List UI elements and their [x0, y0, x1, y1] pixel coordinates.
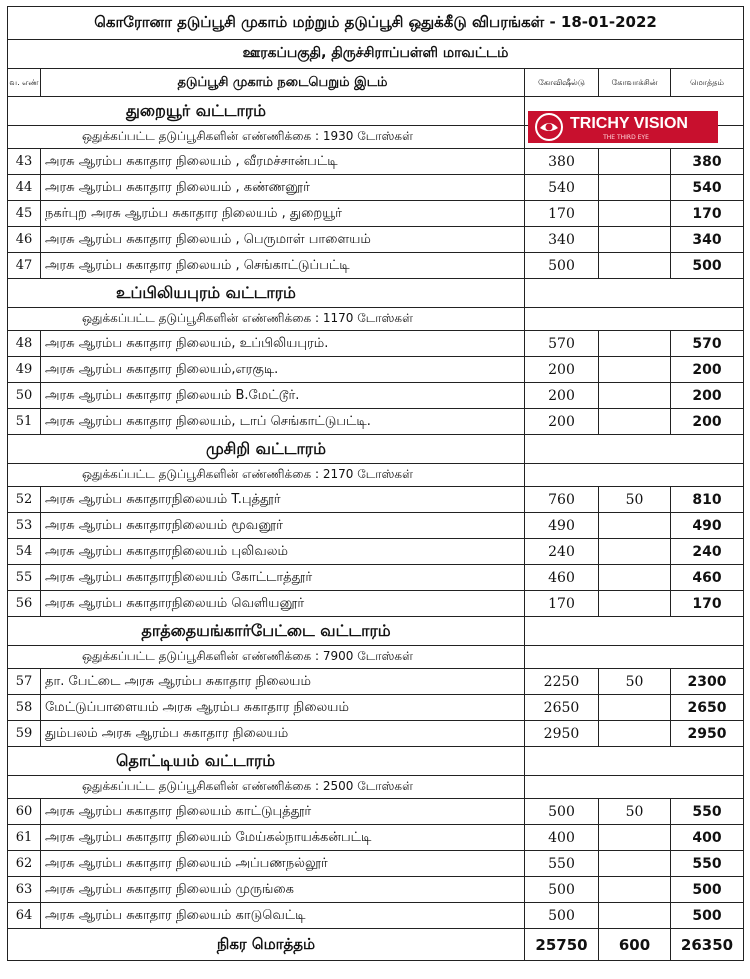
total-doses: 550 [671, 799, 744, 825]
covaxin-doses [599, 227, 671, 253]
table-row [8, 149, 744, 175]
block-blank [525, 646, 744, 669]
serial-number: 48 [8, 331, 41, 357]
covishield-doses: 2650 [525, 695, 599, 721]
table-row [8, 201, 744, 227]
covishield-doses: 170 [525, 201, 599, 227]
covaxin-doses [599, 903, 671, 929]
total-doses: 2300 [671, 669, 744, 695]
covaxin-doses [599, 513, 671, 539]
center-name: மேட்டுப்பாளையம் அரசு ஆரம்ப சுகாதார நிலையம் [41, 695, 525, 721]
block-dose-count: ஒதுக்கப்பட்ட தடுப்பூசிகளின் எண்ணிக்கை : 2500 டோஸ்கள் [8, 776, 525, 799]
serial-number: 47 [8, 253, 41, 279]
covaxin-doses [599, 331, 671, 357]
serial-number: 56 [8, 591, 41, 617]
center-name: தும்பலம் அரசு ஆரம்ப சுகாதார நிலையம் [41, 721, 525, 747]
center-name: அரசு ஆரம்ப சுகாதார நிலையம் , வீரமச்சான்பட்டி [41, 149, 525, 175]
total-doses: 200 [671, 409, 744, 435]
total-doses: 500 [671, 903, 744, 929]
block-dose-count: ஒதுக்கப்பட்ட தடுப்பூசிகளின் எண்ணிக்கை : 1170 டோஸ்கள் [8, 308, 525, 331]
covishield-doses: 760 [525, 487, 599, 513]
table-row [8, 721, 744, 747]
table-row [8, 513, 744, 539]
covaxin-doses: 50 [599, 487, 671, 513]
table-row [8, 903, 744, 929]
grand-total-label: நிகர மொத்தம் [8, 929, 525, 961]
total-doses: 340 [671, 227, 744, 253]
total-doses: 380 [671, 149, 744, 175]
table-row [8, 695, 744, 721]
block-dose-count: ஒதுக்கப்பட்ட தடுப்பூசிகளின் எண்ணிக்கை : 1930 டோஸ்கள் [8, 126, 525, 149]
serial-number: 51 [8, 409, 41, 435]
serial-number: 60 [8, 799, 41, 825]
vaccine-allocation-sheet [7, 6, 743, 961]
logo-tagline: THE THIRD EYE [603, 134, 649, 141]
center-name: அரசு ஆரம்ப சுகாதாரநிலையம் T.புத்தூர் [41, 487, 525, 513]
covishield-doses: 400 [525, 825, 599, 851]
block-header-row [8, 435, 744, 464]
table-row [8, 851, 744, 877]
center-name: அரசு ஆரம்ப சுகாதார நிலையம் , பெருமாள் பாளையம் [41, 227, 525, 253]
table-row [8, 565, 744, 591]
header-total: மொத்தம் [671, 69, 744, 97]
center-name: அரசு ஆரம்ப சுகாதார நிலையம் , கண்ணனூர் [41, 175, 525, 201]
covaxin-doses [599, 565, 671, 591]
covaxin-doses [599, 383, 671, 409]
covishield-doses: 380 [525, 149, 599, 175]
header-row [8, 69, 744, 97]
total-doses: 570 [671, 331, 744, 357]
total-doses: 500 [671, 253, 744, 279]
covishield-doses: 490 [525, 513, 599, 539]
table-row [8, 357, 744, 383]
table-row [8, 253, 744, 279]
covaxin-doses [599, 825, 671, 851]
serial-number: 50 [8, 383, 41, 409]
covaxin-doses [599, 695, 671, 721]
center-name: அரசு ஆரம்ப சுகாதார நிலையம் மேய்கல்நாயக்கன்பட்டி [41, 825, 525, 851]
block-count-row [8, 464, 744, 487]
serial-number: 45 [8, 201, 41, 227]
table-row [8, 825, 744, 851]
serial-number: 59 [8, 721, 41, 747]
covaxin-doses [599, 175, 671, 201]
covaxin-doses [599, 409, 671, 435]
center-name: அரசு ஆரம்ப சுகாதார நிலையம் முருங்கை [41, 877, 525, 903]
block-blank [525, 617, 744, 646]
header-sn: வ. எண் [8, 69, 41, 97]
serial-number: 46 [8, 227, 41, 253]
serial-number: 62 [8, 851, 41, 877]
block-header-row [8, 279, 744, 308]
total-doses: 170 [671, 201, 744, 227]
covaxin-doses: 50 [599, 799, 671, 825]
page-title: கொரோனா தடுப்பூசி முகாம் மற்றும் தடுப்பூசி ஒதுக்கீடு விபரங்கள் - 18-01-2022 [8, 7, 744, 40]
block-blank [525, 776, 744, 799]
serial-number: 57 [8, 669, 41, 695]
subtitle-row [8, 40, 744, 69]
total-doses: 240 [671, 539, 744, 565]
center-name: அரசு ஆரம்ப சுகாதார நிலையம் B.மேட்டூர். [41, 383, 525, 409]
center-name: தா. பேட்டை அரசு ஆரம்ப சுகாதார நிலையம் [41, 669, 525, 695]
center-name: அரசு ஆரம்ப சுகாதாரநிலையம் வெளியனூர் [41, 591, 525, 617]
table-row [8, 331, 744, 357]
covaxin-doses [599, 877, 671, 903]
covaxin-doses [599, 539, 671, 565]
page-subtitle: ஊரகப்பகுதி, திருச்சிராப்பள்ளி மாவட்டம் [8, 40, 744, 69]
header-covaxin: கோவாக்சின் [599, 69, 671, 97]
table-row [8, 227, 744, 253]
table-row [8, 175, 744, 201]
block-name: தாத்தையங்கார்பேட்டை வட்டாரம் [8, 617, 525, 646]
block-header-row [8, 747, 744, 776]
total-doses: 170 [671, 591, 744, 617]
covaxin-doses [599, 851, 671, 877]
allocation-table [7, 6, 744, 961]
serial-number: 55 [8, 565, 41, 591]
table-row [8, 409, 744, 435]
covishield-doses: 460 [525, 565, 599, 591]
header-covishield: கோவிஷீல்டு [525, 69, 599, 97]
covishield-doses: 200 [525, 383, 599, 409]
block-dose-count: ஒதுக்கப்பட்ட தடுப்பூசிகளின் எண்ணிக்கை : 7900 டோஸ்கள் [8, 646, 525, 669]
table-row [8, 877, 744, 903]
covaxin-doses [599, 201, 671, 227]
total-doses: 810 [671, 487, 744, 513]
total-doses: 550 [671, 851, 744, 877]
header-place: தடுப்பூசி முகாம் நடைபெறும் இடம் [41, 69, 525, 97]
total-doses: 2650 [671, 695, 744, 721]
block-name: உப்பிலியபுரம் வட்டாரம் [8, 279, 525, 308]
covishield-doses: 2250 [525, 669, 599, 695]
covishield-doses: 200 [525, 409, 599, 435]
total-doses: 2950 [671, 721, 744, 747]
covaxin-doses: 50 [599, 669, 671, 695]
grand-total-covaxin: 600 [599, 929, 671, 961]
covaxin-doses [599, 721, 671, 747]
title-row [8, 7, 744, 40]
center-name: அரசு ஆரம்ப சுகாதாரநிலையம் மூவனூர் [41, 513, 525, 539]
serial-number: 54 [8, 539, 41, 565]
covishield-doses: 170 [525, 591, 599, 617]
table-row [8, 539, 744, 565]
covishield-doses: 570 [525, 331, 599, 357]
trichy-vision-logo [528, 111, 718, 143]
block-count-row [8, 308, 744, 331]
block-dose-count: ஒதுக்கப்பட்ட தடுப்பூசிகளின் எண்ணிக்கை : 2170 டோஸ்கள் [8, 464, 525, 487]
center-name: அரசு ஆரம்ப சுகாதார நிலையம் காட்டுபுத்தூர் [41, 799, 525, 825]
serial-number: 61 [8, 825, 41, 851]
serial-number: 52 [8, 487, 41, 513]
serial-number: 53 [8, 513, 41, 539]
grand-total-total: 26350 [671, 929, 744, 961]
covishield-doses: 200 [525, 357, 599, 383]
serial-number: 44 [8, 175, 41, 201]
center-name: அரசு ஆரம்ப சுகாதார நிலையம், உப்பிலியபுரம். [41, 331, 525, 357]
grand-total-covishield: 25750 [525, 929, 599, 961]
total-doses: 500 [671, 877, 744, 903]
covishield-doses: 2950 [525, 721, 599, 747]
block-blank [525, 435, 744, 464]
center-name: நகர்புற அரசு ஆரம்ப சுகாதார நிலையம் , துறையூர் [41, 201, 525, 227]
covishield-doses: 500 [525, 799, 599, 825]
total-doses: 400 [671, 825, 744, 851]
serial-number: 63 [8, 877, 41, 903]
covishield-doses: 540 [525, 175, 599, 201]
eye-logo-icon [534, 112, 564, 142]
center-name: அரசு ஆரம்ப சுகாதார நிலையம்,எரகுடி. [41, 357, 525, 383]
covishield-doses: 340 [525, 227, 599, 253]
grand-total-row [8, 929, 744, 961]
block-blank [525, 464, 744, 487]
table-row [8, 799, 744, 825]
block-name: துறையூர் வட்டாரம் [8, 97, 525, 126]
table-row [8, 487, 744, 513]
block-header-row [8, 617, 744, 646]
block-blank [525, 308, 744, 331]
block-name: முசிறி வட்டாரம் [8, 435, 525, 464]
total-doses: 200 [671, 357, 744, 383]
total-doses: 540 [671, 175, 744, 201]
total-doses: 490 [671, 513, 744, 539]
block-count-row [8, 776, 744, 799]
covishield-doses: 240 [525, 539, 599, 565]
block-blank [525, 747, 744, 776]
block-name: தொட்டியம் வட்டாரம் [8, 747, 525, 776]
center-name: அரசு ஆரம்ப சுகாதார நிலையம் , செங்காட்டுப்பட்டி [41, 253, 525, 279]
block-count-row [8, 646, 744, 669]
total-doses: 460 [671, 565, 744, 591]
serial-number: 49 [8, 357, 41, 383]
center-name: அரசு ஆரம்ப சுகாதாரநிலையம் கோட்டாத்தூர் [41, 565, 525, 591]
covishield-doses: 500 [525, 903, 599, 929]
covaxin-doses [599, 253, 671, 279]
block-blank [525, 279, 744, 308]
covaxin-doses [599, 357, 671, 383]
table-row [8, 383, 744, 409]
covishield-doses: 500 [525, 253, 599, 279]
covaxin-doses [599, 149, 671, 175]
serial-number: 58 [8, 695, 41, 721]
total-doses: 200 [671, 383, 744, 409]
covishield-doses: 500 [525, 877, 599, 903]
table-row [8, 669, 744, 695]
center-name: அரசு ஆரம்ப சுகாதார நிலையம், டாப் செங்காட்டுபட்டி. [41, 409, 525, 435]
covishield-doses: 550 [525, 851, 599, 877]
logo-name: TRICHY VISION [570, 115, 688, 132]
serial-number: 43 [8, 149, 41, 175]
center-name: அரசு ஆரம்ப சுகாதார நிலையம் காடுவெட்டி [41, 903, 525, 929]
covaxin-doses [599, 591, 671, 617]
center-name: அரசு ஆரம்ப சுகாதாரநிலையம் புலிவலம் [41, 539, 525, 565]
table-row [8, 591, 744, 617]
serial-number: 64 [8, 903, 41, 929]
center-name: அரசு ஆரம்ப சுகாதார நிலையம் அப்பணநல்லூர் [41, 851, 525, 877]
